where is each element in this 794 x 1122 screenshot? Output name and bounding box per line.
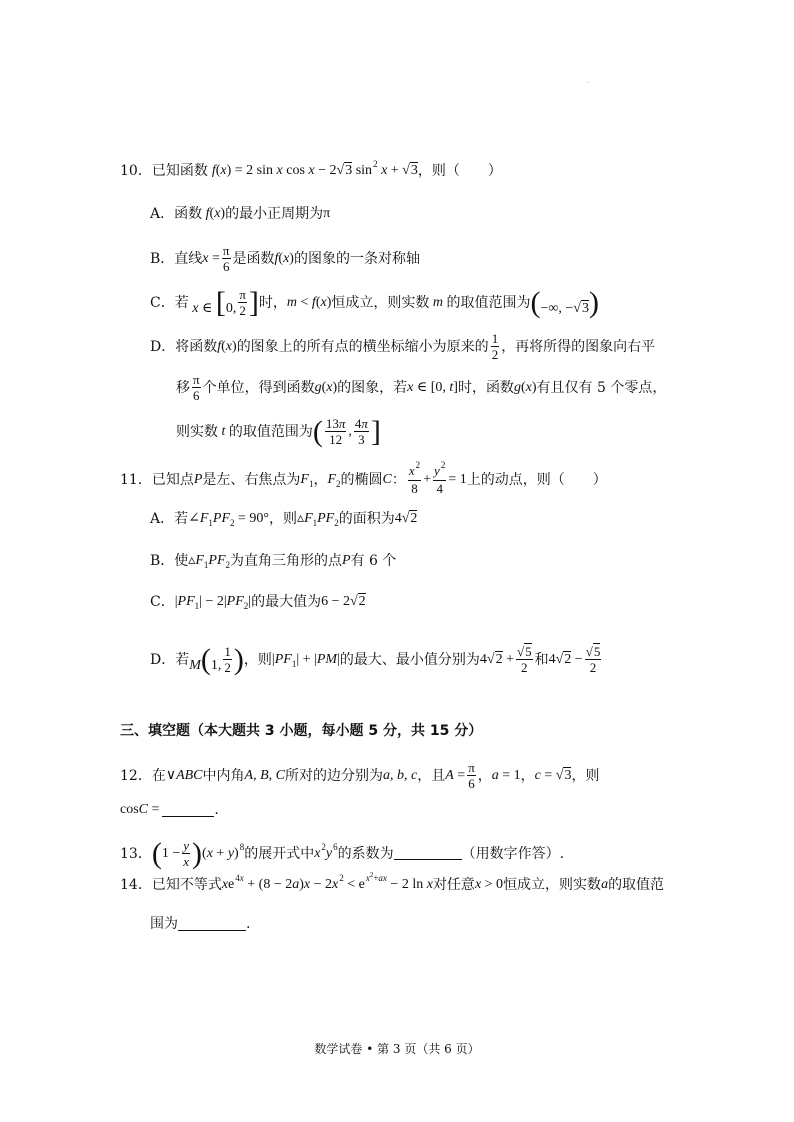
formula: ] (370, 414, 381, 448)
formula: x ∈ [0, t] (407, 379, 458, 395)
option-text: 若 (174, 511, 189, 527)
option-text: 为直角三角形的点 (230, 553, 342, 569)
fraction: $\frac{13\pi}{12}$ (325, 416, 346, 447)
option-text: 函数 (174, 206, 203, 222)
q11-stem (120, 460, 607, 496)
q12-stem (120, 760, 599, 791)
q11-option-c (150, 595, 366, 609)
q10-option-b (150, 243, 420, 274)
formula: a = 1 (491, 767, 521, 783)
formula: ∨ABC (165, 767, 203, 783)
formula: $▵F_1PF_2$ (297, 511, 339, 528)
fraction: $\frac{√5}{2}$ (516, 644, 532, 675)
stem-text: ， (313, 471, 328, 488)
formula: x = (202, 250, 220, 266)
formula: x > 0 (474, 877, 504, 892)
formula: C (382, 471, 392, 487)
option-text: 直线 (174, 250, 203, 267)
option-text: 的图象的一条对称轴 (293, 250, 420, 267)
stem-text: 围为 (150, 916, 178, 932)
question-number: 11． (120, 471, 152, 488)
q11-option-a (150, 512, 417, 526)
formula: m < f(x) (286, 294, 332, 310)
option-label: A． (150, 206, 175, 222)
fraction: $\frac{\pi}{6}$ (222, 243, 230, 274)
formula: A, B, C (244, 767, 285, 783)
option-text: 将函数 (175, 338, 218, 355)
formula: $xe^{4x} + (8 - 2a)x - 2x^2 < e^{x^2+ax} - 2$ ln x (221, 871, 433, 892)
q10-option-d-line3 (176, 416, 381, 447)
option-label: C． (150, 594, 175, 610)
option-text: 移 (176, 379, 190, 396)
formula: = 1 (448, 471, 467, 487)
formula: a (601, 877, 609, 892)
option-text: 若 (174, 294, 189, 311)
formula: f(x) = 2 sin x cos x − 2√3 $\sin^2 x + √3$ (211, 159, 418, 178)
formula: g(x) (314, 379, 338, 395)
q11-option-d (150, 644, 603, 675)
formula: ) (233, 642, 244, 676)
stem-text: 在 (151, 767, 166, 784)
formula: f(x) (217, 338, 237, 354)
formula: $|PF_1| - 2|PF_2|$ (174, 594, 252, 611)
formula: $F_2$ (327, 471, 341, 489)
answer-blank[interactable] (394, 847, 462, 860)
option-text: 是函数 (232, 250, 275, 267)
formula: ) (192, 836, 203, 870)
fraction: $\frac{y}{x}$ (183, 838, 190, 869)
formula: x ∈ [0, (192, 285, 237, 319)
formula: g(x) (513, 379, 537, 395)
stem-text: 所对的边分别为 (285, 767, 383, 784)
formula: c = √3 (534, 767, 572, 783)
option-label: A． (150, 511, 175, 527)
formula: $|PF_1| + |PM|$ (271, 651, 340, 669)
question-number: 10． (120, 163, 152, 179)
stem-text: 上的动点，则（ ） (466, 471, 607, 488)
stem-text: （用数字作答）. (461, 845, 565, 862)
stem-text: 已知点 (151, 471, 194, 488)
formula: t (218, 423, 229, 439)
formula: π (323, 206, 331, 221)
option-text: 若 (175, 651, 190, 668)
stem-text: ，且 (417, 767, 446, 784)
stem-text: 的椭圆 (340, 471, 383, 488)
option-text: 时，函数 (457, 379, 514, 396)
formula: ( (151, 836, 162, 870)
fraction: $\frac{4\pi}{3}$ (354, 416, 368, 447)
stem-text: ， (520, 767, 535, 784)
option-label: D． (150, 651, 176, 668)
stem-text: ： (391, 471, 406, 488)
stem-text: 是左、右焦点为 (202, 471, 301, 488)
formula: $\angle F_1PF_2 = 90^\circ$ (188, 511, 270, 528)
formula: $▵F_1PF_2$ (188, 553, 230, 570)
option-text: 有且仅有 5 个零点， (536, 379, 667, 396)
formula: $F_1$ (300, 471, 314, 489)
option-text: 恒成立，则实数 (331, 294, 430, 311)
formula: ] (248, 285, 259, 319)
formula: a, b, c (383, 767, 418, 783)
fraction: $\frac{x^2}{8}$ (408, 460, 421, 496)
option-text: ，则 (243, 651, 272, 668)
formula: 4√2 (394, 511, 418, 526)
page-footer: 数学试卷 • 第 3 页（共 6 页） (314, 1042, 480, 1056)
q10-option-c (150, 287, 599, 318)
stem-text: 的展开式中 (244, 845, 315, 862)
question-number: 12． (120, 767, 152, 784)
fraction: $\frac{1}{2}$ (491, 331, 499, 362)
option-text: ，则 (269, 511, 298, 527)
option-text: ，再将所得的图象向右平 (501, 338, 656, 355)
option-text: 的取值范围为 (446, 294, 531, 311)
stem-text: 的系数为 (337, 845, 394, 862)
stem-text: 的取值范 (608, 877, 665, 893)
formula: , (348, 423, 352, 439)
option-text: 的图象，若 (337, 379, 408, 396)
option-label: C． (150, 294, 175, 311)
stem-text: 已知函数 (151, 163, 208, 179)
formula: M(1, (189, 642, 222, 676)
stem-text: . (214, 802, 219, 818)
fraction: $\frac{\pi}{6}$ (193, 372, 200, 403)
stem-text: 对任意 (432, 877, 475, 893)
stem-text: 恒成立，则实数 (503, 877, 602, 893)
stem-text: ，则 (571, 767, 600, 784)
formula: 6 − 2√2 (321, 594, 366, 609)
option-label: B． (150, 553, 175, 569)
q13-stem (120, 838, 564, 869)
formula: $(x + y)^8$ (202, 841, 245, 861)
option-text: 时， (258, 294, 287, 311)
question-number: 14． (120, 877, 152, 893)
formula: (−∞, −√3) (530, 285, 599, 319)
q10-option-a (150, 207, 330, 221)
q10-stem (120, 159, 502, 179)
formula: 1 − (161, 845, 181, 861)
section-heading: 三、填空题（本大题共 3 小题，每小题 5 分，共 15 分） (120, 723, 483, 739)
stem-text: 已知不等式 (151, 877, 222, 893)
formula: P (193, 471, 203, 487)
q11-option-b (150, 554, 396, 568)
question-number: 13． (120, 845, 152, 862)
option-text: 的最大值为 (251, 594, 322, 610)
formula: f(x) (205, 206, 226, 221)
answer-blank[interactable] (162, 804, 214, 817)
fraction: $\frac{\pi}{6}$ (468, 760, 475, 791)
q12-line2 (120, 803, 219, 817)
formula: P (342, 553, 351, 568)
fraction: $\frac{√5}{2}$ (585, 644, 601, 675)
option-text: 的图象上的所有点的横坐标缩小为原来的 (236, 338, 489, 355)
q10-option-d (150, 331, 655, 362)
stem-text: ， (477, 767, 492, 784)
formula: f(x) (274, 250, 294, 266)
q14-line2 (150, 917, 250, 931)
q10-option-d-line2 (176, 372, 666, 403)
formula: 4√2 − (548, 651, 583, 667)
answer-blank[interactable] (178, 918, 246, 931)
formula: m (429, 294, 447, 310)
fraction: $\frac{1}{2}$ (224, 644, 231, 675)
formula: + (423, 471, 432, 487)
option-label: B． (150, 250, 175, 267)
stem-text: 中内角 (202, 767, 245, 784)
fraction: $\frac{y^2}{4}$ (434, 460, 446, 496)
formula: 4√2 + (479, 651, 514, 667)
option-text: 使 (174, 553, 189, 569)
q14-stem (120, 871, 665, 893)
option-label: D． (150, 338, 176, 355)
formula: A = (445, 767, 466, 783)
option-text: 个单位，得到函数 (202, 379, 315, 396)
formula: cosC = (120, 802, 160, 817)
stem-text: ，则（ ） (417, 163, 502, 179)
fraction: $\frac{\pi}{2}$ (239, 287, 246, 318)
option-text: 的最大、最小值分别为 (339, 651, 480, 668)
formula: ( (312, 414, 323, 448)
option-text: 的面积为 (338, 511, 395, 527)
option-text: 有 6 个 (350, 553, 397, 569)
stem-text: . (246, 916, 251, 932)
option-text: 和 (534, 651, 549, 668)
option-text: 的最小正周期为 (225, 206, 324, 222)
scan-speck (587, 82, 588, 83)
option-text: 则实数 (176, 423, 218, 440)
formula: $x^2y^6$ (314, 841, 338, 861)
option-text: 的取值范围为 (228, 423, 313, 440)
